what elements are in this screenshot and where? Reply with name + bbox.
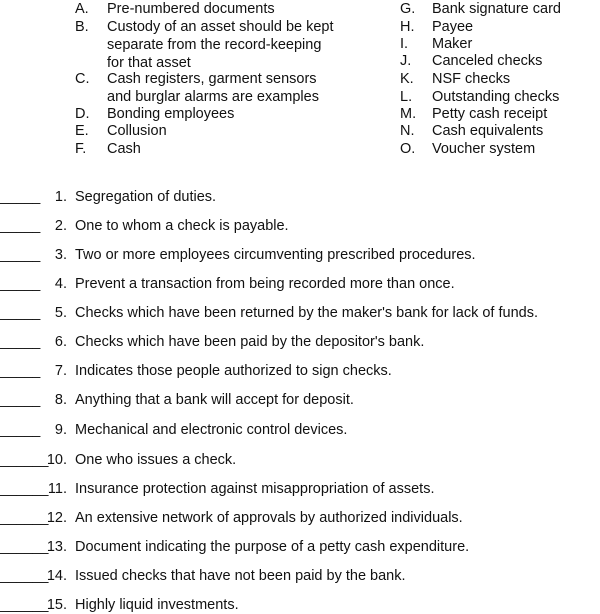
- answer-blank[interactable]: ______: [0, 452, 49, 468]
- answer-blank[interactable]: _____: [0, 422, 41, 438]
- term-text: separate from the record-keeping: [107, 37, 322, 53]
- term-text: Bank signature card: [432, 1, 561, 17]
- answer-blank[interactable]: ______: [0, 510, 49, 526]
- term-text: Maker: [432, 36, 473, 52]
- term-text: Petty cash receipt: [432, 106, 548, 122]
- question-text: Document indicating the purpose of a petty cash expenditure.: [75, 539, 470, 555]
- question-number: 6.: [54, 334, 67, 350]
- term-letter: H.: [400, 19, 415, 35]
- term-letter: D.: [75, 106, 90, 122]
- term-text: Cash: [107, 141, 141, 157]
- term-letter: J.: [400, 53, 412, 69]
- question-number: 13.: [46, 539, 67, 555]
- term-text: Payee: [432, 19, 474, 35]
- term-letter: E.: [75, 123, 89, 139]
- term-letter: B.: [75, 19, 89, 35]
- answer-blank[interactable]: _____: [0, 247, 41, 263]
- question-number: 9.: [54, 422, 67, 438]
- answer-blank[interactable]: _____: [0, 334, 41, 350]
- term-letter: N.: [400, 123, 415, 139]
- question-text: Issued checks that have not been paid by the bank.: [75, 568, 406, 584]
- term-letter: O.: [400, 141, 416, 157]
- question-text: Checks which have been returned by the maker's bank for lack of funds.: [75, 305, 538, 321]
- term-text: Pre-numbered documents: [107, 1, 275, 17]
- term-text: Collusion: [107, 123, 167, 139]
- term-text: Custody of an asset should be kept: [107, 19, 334, 35]
- question-number: 2.: [54, 218, 67, 234]
- question-text: Two or more employees circumventing prescribed procedures.: [75, 247, 476, 263]
- term-text: for that asset: [107, 55, 191, 71]
- term-letter: I.: [400, 36, 409, 52]
- term-letter: C.: [75, 71, 90, 87]
- term-text: Voucher system: [432, 141, 536, 157]
- question-text: Insurance protection against misappropriation of assets.: [75, 481, 435, 497]
- question-number: 8.: [54, 392, 67, 408]
- question-text: One to whom a check is payable.: [75, 218, 289, 234]
- question-text: Highly liquid investments.: [75, 597, 239, 613]
- term-text: NSF checks: [432, 71, 511, 87]
- answer-blank[interactable]: _____: [0, 189, 41, 205]
- term-text: Cash equivalents: [432, 123, 544, 139]
- question-number: 10.: [46, 452, 67, 468]
- answer-blank[interactable]: ______: [0, 481, 49, 497]
- answer-blank[interactable]: ______: [0, 568, 49, 584]
- question-text: Anything that a bank will accept for deposit.: [75, 392, 354, 408]
- question-text: Mechanical and electronic control devices.: [75, 422, 348, 438]
- term-letter: M.: [400, 106, 417, 122]
- question-number: 15.: [46, 597, 67, 613]
- answer-blank[interactable]: ______: [0, 597, 49, 613]
- term-text: Cash registers, garment sensors: [107, 71, 317, 87]
- term-letter: F.: [75, 141, 87, 157]
- answer-blank[interactable]: _____: [0, 276, 41, 292]
- term-letter: A.: [75, 1, 89, 17]
- answer-blank[interactable]: ______: [0, 539, 49, 555]
- question-text: Checks which have been paid by the depositor's bank.: [75, 334, 425, 350]
- answer-blank[interactable]: _____: [0, 305, 41, 321]
- question-number: 14.: [46, 568, 67, 584]
- question-number: 7.: [54, 363, 67, 379]
- answer-blank[interactable]: _____: [0, 218, 41, 234]
- question-number: 1.: [54, 189, 67, 205]
- term-text: Canceled checks: [432, 53, 543, 69]
- question-text: Prevent a transaction from being recorded more than once.: [75, 276, 455, 292]
- term-text: Bonding employees: [107, 106, 235, 122]
- answer-blank[interactable]: _____: [0, 363, 41, 379]
- question-text: Segregation of duties.: [75, 189, 217, 205]
- question-text: Indicates those people authorized to sign checks.: [75, 363, 392, 379]
- question-text: One who issues a check.: [75, 452, 237, 468]
- answer-blank[interactable]: _____: [0, 392, 41, 408]
- term-text: and burglar alarms are examples: [107, 89, 319, 105]
- question-number: 11.: [47, 481, 67, 497]
- question-text: An extensive network of approvals by authorized individuals.: [75, 510, 463, 526]
- question-number: 5.: [54, 305, 67, 321]
- term-letter: G.: [400, 1, 416, 17]
- question-number: 3.: [54, 247, 67, 263]
- term-letter: K.: [400, 71, 414, 87]
- question-number: 4.: [54, 276, 67, 292]
- question-number: 12.: [46, 510, 67, 526]
- term-letter: L.: [400, 89, 413, 105]
- term-text: Outstanding checks: [432, 89, 560, 105]
